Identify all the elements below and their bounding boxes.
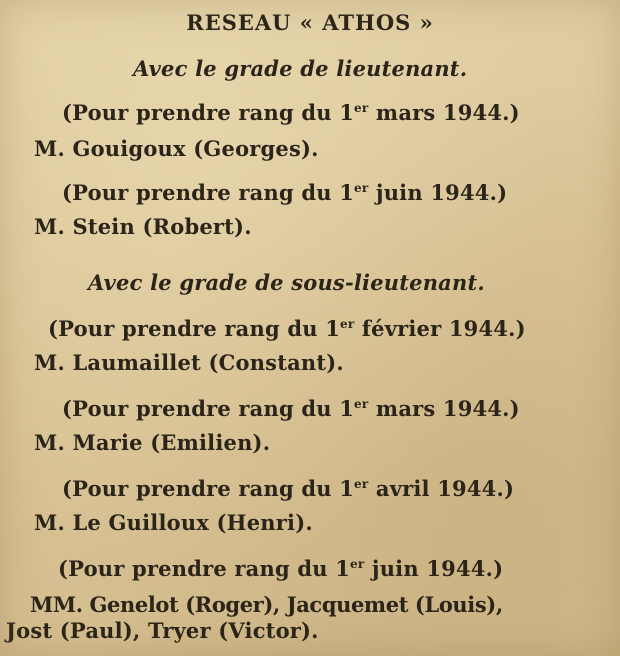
page-title: RESEAU « ATHOS » [186, 10, 434, 35]
rank-date-line: (Pour prendre rang du 1er février 1944.) [48, 316, 526, 341]
rank-date-line: (Pour prendre rang du 1er mars 1944.) [62, 396, 520, 421]
rank-date-line: (Pour prendre rang du 1er mars 1944.) [62, 100, 520, 125]
officer-name-line-continued: Jost (Paul), Tryer (Victor). [6, 618, 319, 643]
officer-name-line: M. Laumaillet (Constant). [34, 350, 344, 375]
officer-name-line: M. Gouigoux (Georges). [34, 136, 319, 161]
rank-date-line: (Pour prendre rang du 1er juin 1944.) [58, 556, 504, 581]
officer-name-line: M. Le Guilloux (Henri). [34, 510, 313, 535]
rank-date-line: (Pour prendre rang du 1er juin 1944.) [62, 180, 508, 205]
officer-name-line: M. Stein (Robert). [34, 214, 252, 239]
grade-heading-lieutenant: Avec le grade de lieutenant. [133, 56, 468, 81]
officer-name-line: M. Marie (Emilien). [34, 430, 271, 455]
grade-heading-sous-lieutenant: Avec le grade de sous-lieutenant. [88, 270, 485, 295]
rank-date-line: (Pour prendre rang du 1er avril 1944.) [62, 476, 515, 501]
officer-name-line: MM. Genelot (Roger), Jacquemet (Louis), [30, 592, 503, 617]
